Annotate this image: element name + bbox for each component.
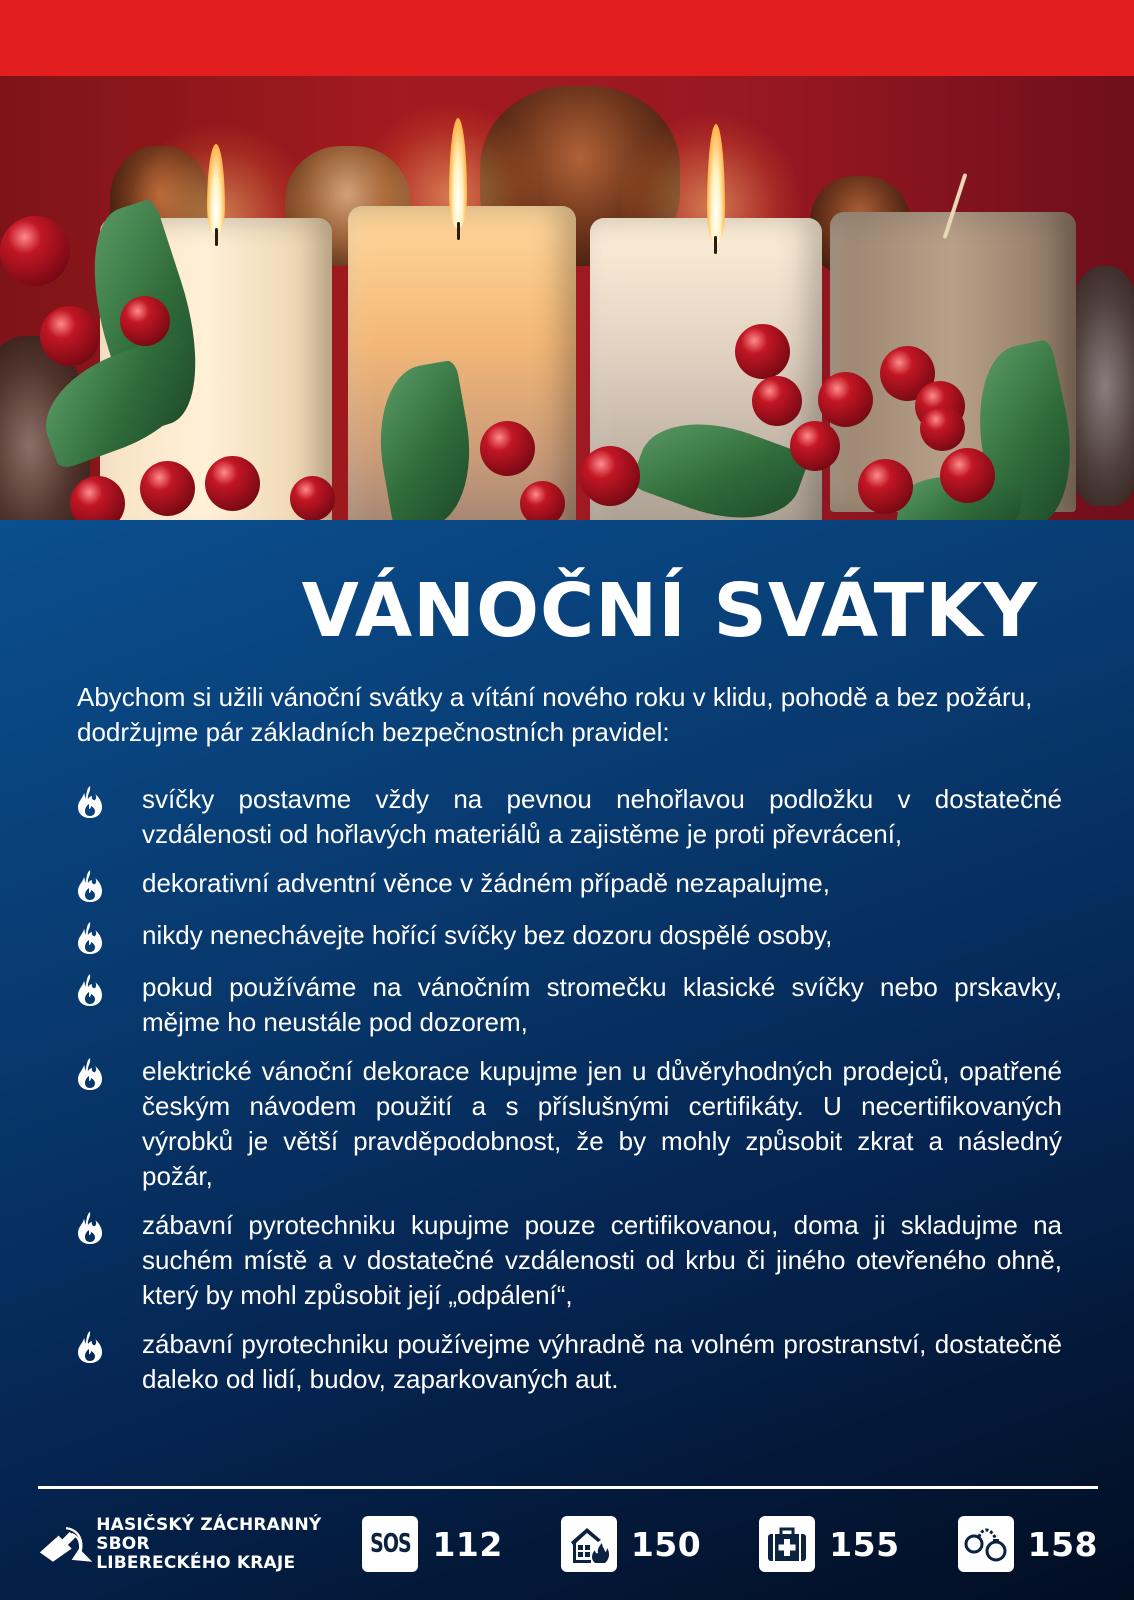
list-item <box>72 1054 1062 1194</box>
hero-image-advent-candles <box>0 76 1134 520</box>
fire-rescue-logo-icon <box>38 1523 92 1565</box>
red-berry <box>735 324 790 379</box>
safety-rules-list <box>72 782 1062 1411</box>
red-berry <box>920 406 965 451</box>
hotline-112 <box>362 1516 502 1572</box>
red-berry <box>940 448 995 503</box>
red-berry <box>205 456 260 511</box>
list-item <box>72 970 1062 1040</box>
hotline-155 <box>759 1516 899 1572</box>
footer <box>38 1514 1098 1574</box>
hotline-number: 150 <box>630 1524 702 1564</box>
page-title: VÁNOČNÍ SVÁTKY <box>301 568 1038 654</box>
list-item <box>72 918 1062 956</box>
hotline-number: 112 <box>432 1524 503 1564</box>
flame-icon <box>72 1210 108 1246</box>
list-item <box>72 782 1062 852</box>
rule-text: pokud používáme na vánočním stromečku klasické svíčky nebo prskavky, mějme ho neustále pod dozorem, <box>142 972 1062 1037</box>
red-berry <box>140 461 195 516</box>
red-berry <box>0 216 70 286</box>
rule-text: elektrické vánoční dekorace kupujme jen u důvěryhodných prodejců, opatřené českým návodem použití a s příslušnými certifikáty. U necertifikovaných výrobků je větší pravděpodobnost, že by mohly způsobit zkrat a následný požár, <box>142 1056 1062 1191</box>
red-berry <box>752 376 802 426</box>
hotline-158 <box>958 1516 1098 1572</box>
list-item <box>72 866 1062 904</box>
red-berry <box>790 421 840 471</box>
red-berry <box>290 476 335 520</box>
red-berry <box>580 446 640 506</box>
red-berry <box>120 296 170 346</box>
red-berry <box>858 459 913 514</box>
rule-text: svíčky postavme vždy na pevnou nehořlavou podložku v dostatečné vzdálenosti od hořlavých materiálů a zajistěme je proti převrácení, <box>142 784 1062 849</box>
intro-paragraph: Abychom si užili vánoční svátky a vítání nového roku v klidu, pohodě a bez požáru, dodržujme pár základních bezpečnostních pravidel: <box>77 682 1033 747</box>
flame-icon <box>72 920 108 956</box>
main-content <box>0 520 1134 1600</box>
flame-icon <box>72 972 108 1008</box>
rule-text: nikdy nenechávejte hořící svíčky bez dozoru dospělé osoby, <box>142 920 833 950</box>
house-fire-icon <box>567 1524 611 1564</box>
top-red-bar <box>0 0 1134 76</box>
hotline-150 <box>561 1516 701 1572</box>
red-berry <box>480 421 535 476</box>
hotline-number: 155 <box>829 1524 900 1564</box>
flame-icon <box>72 1056 108 1092</box>
flame-icon <box>72 784 108 820</box>
first-aid-kit-icon <box>766 1525 808 1563</box>
list-item <box>72 1208 1062 1313</box>
sos-icon: SOS <box>362 1516 418 1572</box>
organization-name: HASIČSKÝ ZÁCHRANNÝ SBOR LIBERECKÉHO KRAJE <box>96 1514 322 1573</box>
red-berry <box>520 481 565 520</box>
red-berry <box>40 306 100 366</box>
rule-text: dekorativní adventní věnce v žádném případě nezapalujme, <box>142 868 830 898</box>
handcuffs-icon <box>963 1524 1009 1564</box>
footer-divider <box>38 1486 1098 1489</box>
flame-icon <box>72 1329 108 1365</box>
flame-icon <box>72 868 108 904</box>
hotline-number: 158 <box>1027 1524 1098 1564</box>
rule-text: zábavní pyrotechniku kupujme pouze certifikovanou, doma ji skladujme na suchém místě a v dostatečné vzdálenosti od krbu či jiného otevřeného ohně, který by mohl způsobit její „odpálení“, <box>142 1210 1062 1310</box>
red-berry <box>818 372 873 427</box>
list-item <box>72 1327 1062 1397</box>
rule-text: zábavní pyrotechniku používejme výhradně na volném prostranství, dostatečně daleko od lidí, budov, zaparkovaných aut. <box>142 1329 1062 1394</box>
organization-logo <box>38 1516 362 1573</box>
